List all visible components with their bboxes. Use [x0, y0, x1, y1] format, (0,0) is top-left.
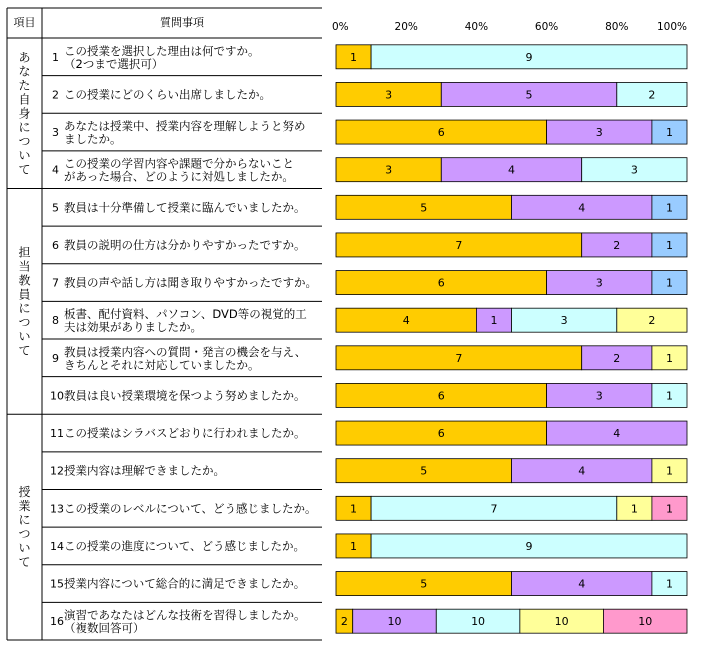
bar-segment-label: 1 [665, 351, 673, 365]
bar-segment-label: 6 [437, 126, 445, 140]
question-text: 授業内容は理解できましたか。 [64, 463, 225, 478]
category-label-char: 業 [18, 499, 31, 514]
bar-segment-label: 1 [350, 539, 358, 553]
x-tick-label: 80% [605, 21, 629, 33]
bar-segment-label: 4 [613, 427, 621, 441]
bar-segment-label: 2 [613, 238, 621, 252]
bar-segment-label: 7 [455, 238, 463, 252]
bar-segment-label: 1 [665, 238, 673, 252]
question-text-line: （複数回答可） [64, 621, 145, 636]
x-tick-label: 0% [332, 21, 349, 33]
question-number: 12 [50, 464, 64, 478]
question-text: 教員は十分準備して授業に臨んでいましたか。 [64, 200, 306, 215]
question-text-line: があった場合、どのように対処しましたか。 [64, 169, 294, 184]
question-number: 7 [52, 276, 59, 290]
question-number: 15 [50, 577, 64, 591]
bar-segment-label: 10 [554, 615, 569, 629]
category-label-char: つ [18, 315, 31, 330]
category-label-char: 員 [18, 287, 31, 302]
category-label-char: 担 [18, 245, 31, 260]
bar-segment-label: 3 [385, 163, 393, 177]
bar-segment-label: 10 [638, 615, 653, 629]
bar-segment-label: 1 [665, 126, 673, 140]
category-label-char: て [18, 343, 31, 358]
category-label-char: て [18, 162, 31, 177]
question-text-line: この授業の学習内容や課題で分からないこと [64, 156, 294, 171]
category-label-char: い [18, 329, 31, 344]
question-text: 教員の説明の仕方は分かりやすかったですか。 [64, 237, 306, 252]
question-text-line: （2つまで選択可） [64, 56, 164, 71]
category-label-char: な [18, 64, 31, 79]
question-number: 4 [52, 163, 59, 177]
question-text-line: この授業を選択した理由は何ですか。 [64, 43, 260, 58]
bar-segment-label: 3 [595, 389, 603, 403]
bar-segment-label: 4 [578, 201, 586, 215]
question-text: 授業内容について総合的に満足できましたか。 [64, 576, 306, 591]
question-text-line: きちんとそれに対応していましたか。 [64, 357, 260, 372]
category-label-char: て [18, 555, 31, 570]
question-text-line: 演習であなたはどんな技術を習得しましたか。 [64, 608, 306, 623]
bar-segment-label: 3 [630, 163, 638, 177]
x-tick-label: 100% [656, 21, 687, 33]
bar-segment-label: 1 [490, 314, 498, 328]
bar-segment-label: 1 [665, 577, 673, 591]
bar-segment-label: 1 [665, 276, 673, 290]
bar-segment-label: 1 [350, 502, 358, 516]
question-number: 9 [52, 351, 59, 365]
bar-segment-label: 6 [437, 427, 445, 441]
x-tick-label: 60% [534, 21, 559, 33]
bar-segment-label: 4 [578, 577, 586, 591]
bar-segment-label: 4 [578, 464, 586, 478]
question-number: 13 [50, 502, 64, 516]
bar-segment-label: 10 [387, 615, 402, 629]
question-text: この授業はシラバスどおりに行われましたか。 [64, 426, 306, 441]
bar-segment-label: 5 [420, 201, 428, 215]
bar-segment-label: 2 [340, 615, 348, 629]
category-label-char: つ [18, 527, 31, 542]
bar-segment-label: 5 [420, 464, 428, 478]
question-number: 8 [52, 314, 59, 328]
category-label-char: 自 [18, 92, 31, 107]
bar-segment-label: 1 [665, 389, 673, 403]
category-label-char: 教 [18, 273, 31, 288]
category-label-char: い [18, 148, 31, 163]
question-text-line: ましたか。 [64, 132, 122, 147]
question-text-line: 教員は授業内容への質問・発言の機会を与え、 [64, 344, 307, 359]
category-label-char: あ [18, 50, 31, 65]
category-label-char: 当 [18, 259, 31, 274]
x-tick-label: 40% [464, 21, 489, 33]
bar-segment-label: 1 [665, 201, 673, 215]
bar-segment-label: 3 [385, 88, 393, 102]
question-number: 11 [50, 427, 64, 441]
category-label-char: い [18, 541, 31, 556]
question-number: 10 [50, 389, 64, 403]
category-label-char: に [18, 513, 31, 528]
bar-segment-label: 1 [350, 50, 358, 64]
question-text-line: 板書、配付資料、パソコン、DVD等の視覚的工 [64, 307, 307, 322]
bar-segment-label: 4 [402, 314, 410, 328]
bar-segment-label: 5 [525, 88, 533, 102]
question-text: この授業の進度について、どう感じましたか。 [64, 538, 306, 553]
bar-segment-label: 2 [648, 314, 656, 328]
bar-segment-label: 6 [437, 276, 445, 290]
question-text: この授業にどのくらい出席しましたか。 [64, 87, 271, 102]
bar-segment-label: 1 [630, 502, 638, 516]
bar-segment-label: 3 [595, 276, 603, 290]
question-number: 5 [52, 201, 59, 215]
header-item-label: 項目 [13, 16, 36, 29]
bar-segment-label: 1 [665, 464, 673, 478]
bar-segment-label: 3 [560, 314, 568, 328]
bar-segment-label: 3 [595, 126, 603, 140]
category-label-char: つ [18, 134, 31, 149]
category-label-char: た [18, 78, 31, 93]
question-text-line: あなたは授業中、授業内容を理解しようと努め [64, 119, 306, 134]
x-tick-label: 20% [394, 21, 418, 33]
bar-segment-label: 1 [665, 502, 673, 516]
category-label-char: 身 [18, 106, 31, 121]
question-number: 3 [52, 126, 59, 140]
header-question-label: 質問事項 [160, 16, 204, 29]
category-label-char: に [18, 301, 31, 316]
question-number: 1 [52, 50, 59, 64]
bar-segment-label: 4 [508, 163, 515, 177]
bar-segment-label: 2 [613, 351, 621, 365]
bar-segment-label: 9 [525, 539, 533, 553]
question-number: 14 [50, 539, 64, 553]
question-number: 6 [52, 238, 59, 252]
question-text: 教員の声や話し方は聞き取りやすかったですか。 [64, 275, 317, 290]
question-text: この授業のレベルについて、どう感じましたか。 [64, 501, 317, 516]
bar-segment-label: 7 [455, 351, 463, 365]
category-label-char: に [18, 120, 31, 135]
bar-segment-label: 5 [420, 577, 428, 591]
category-label-char: 授 [18, 485, 31, 500]
question-number: 16 [50, 615, 64, 629]
bar-segment-label: 10 [471, 615, 486, 629]
question-text-line: 夫は効果がありましたか。 [64, 320, 202, 335]
question-number: 2 [52, 88, 59, 102]
question-text: 教員は良い授業環境を保つよう努めましたか。 [64, 388, 306, 403]
bar-segment-label: 2 [648, 88, 656, 102]
bar-segment-label: 9 [525, 50, 533, 64]
bar-segment-label: 6 [437, 389, 445, 403]
bar-segment-label: 7 [490, 502, 498, 516]
